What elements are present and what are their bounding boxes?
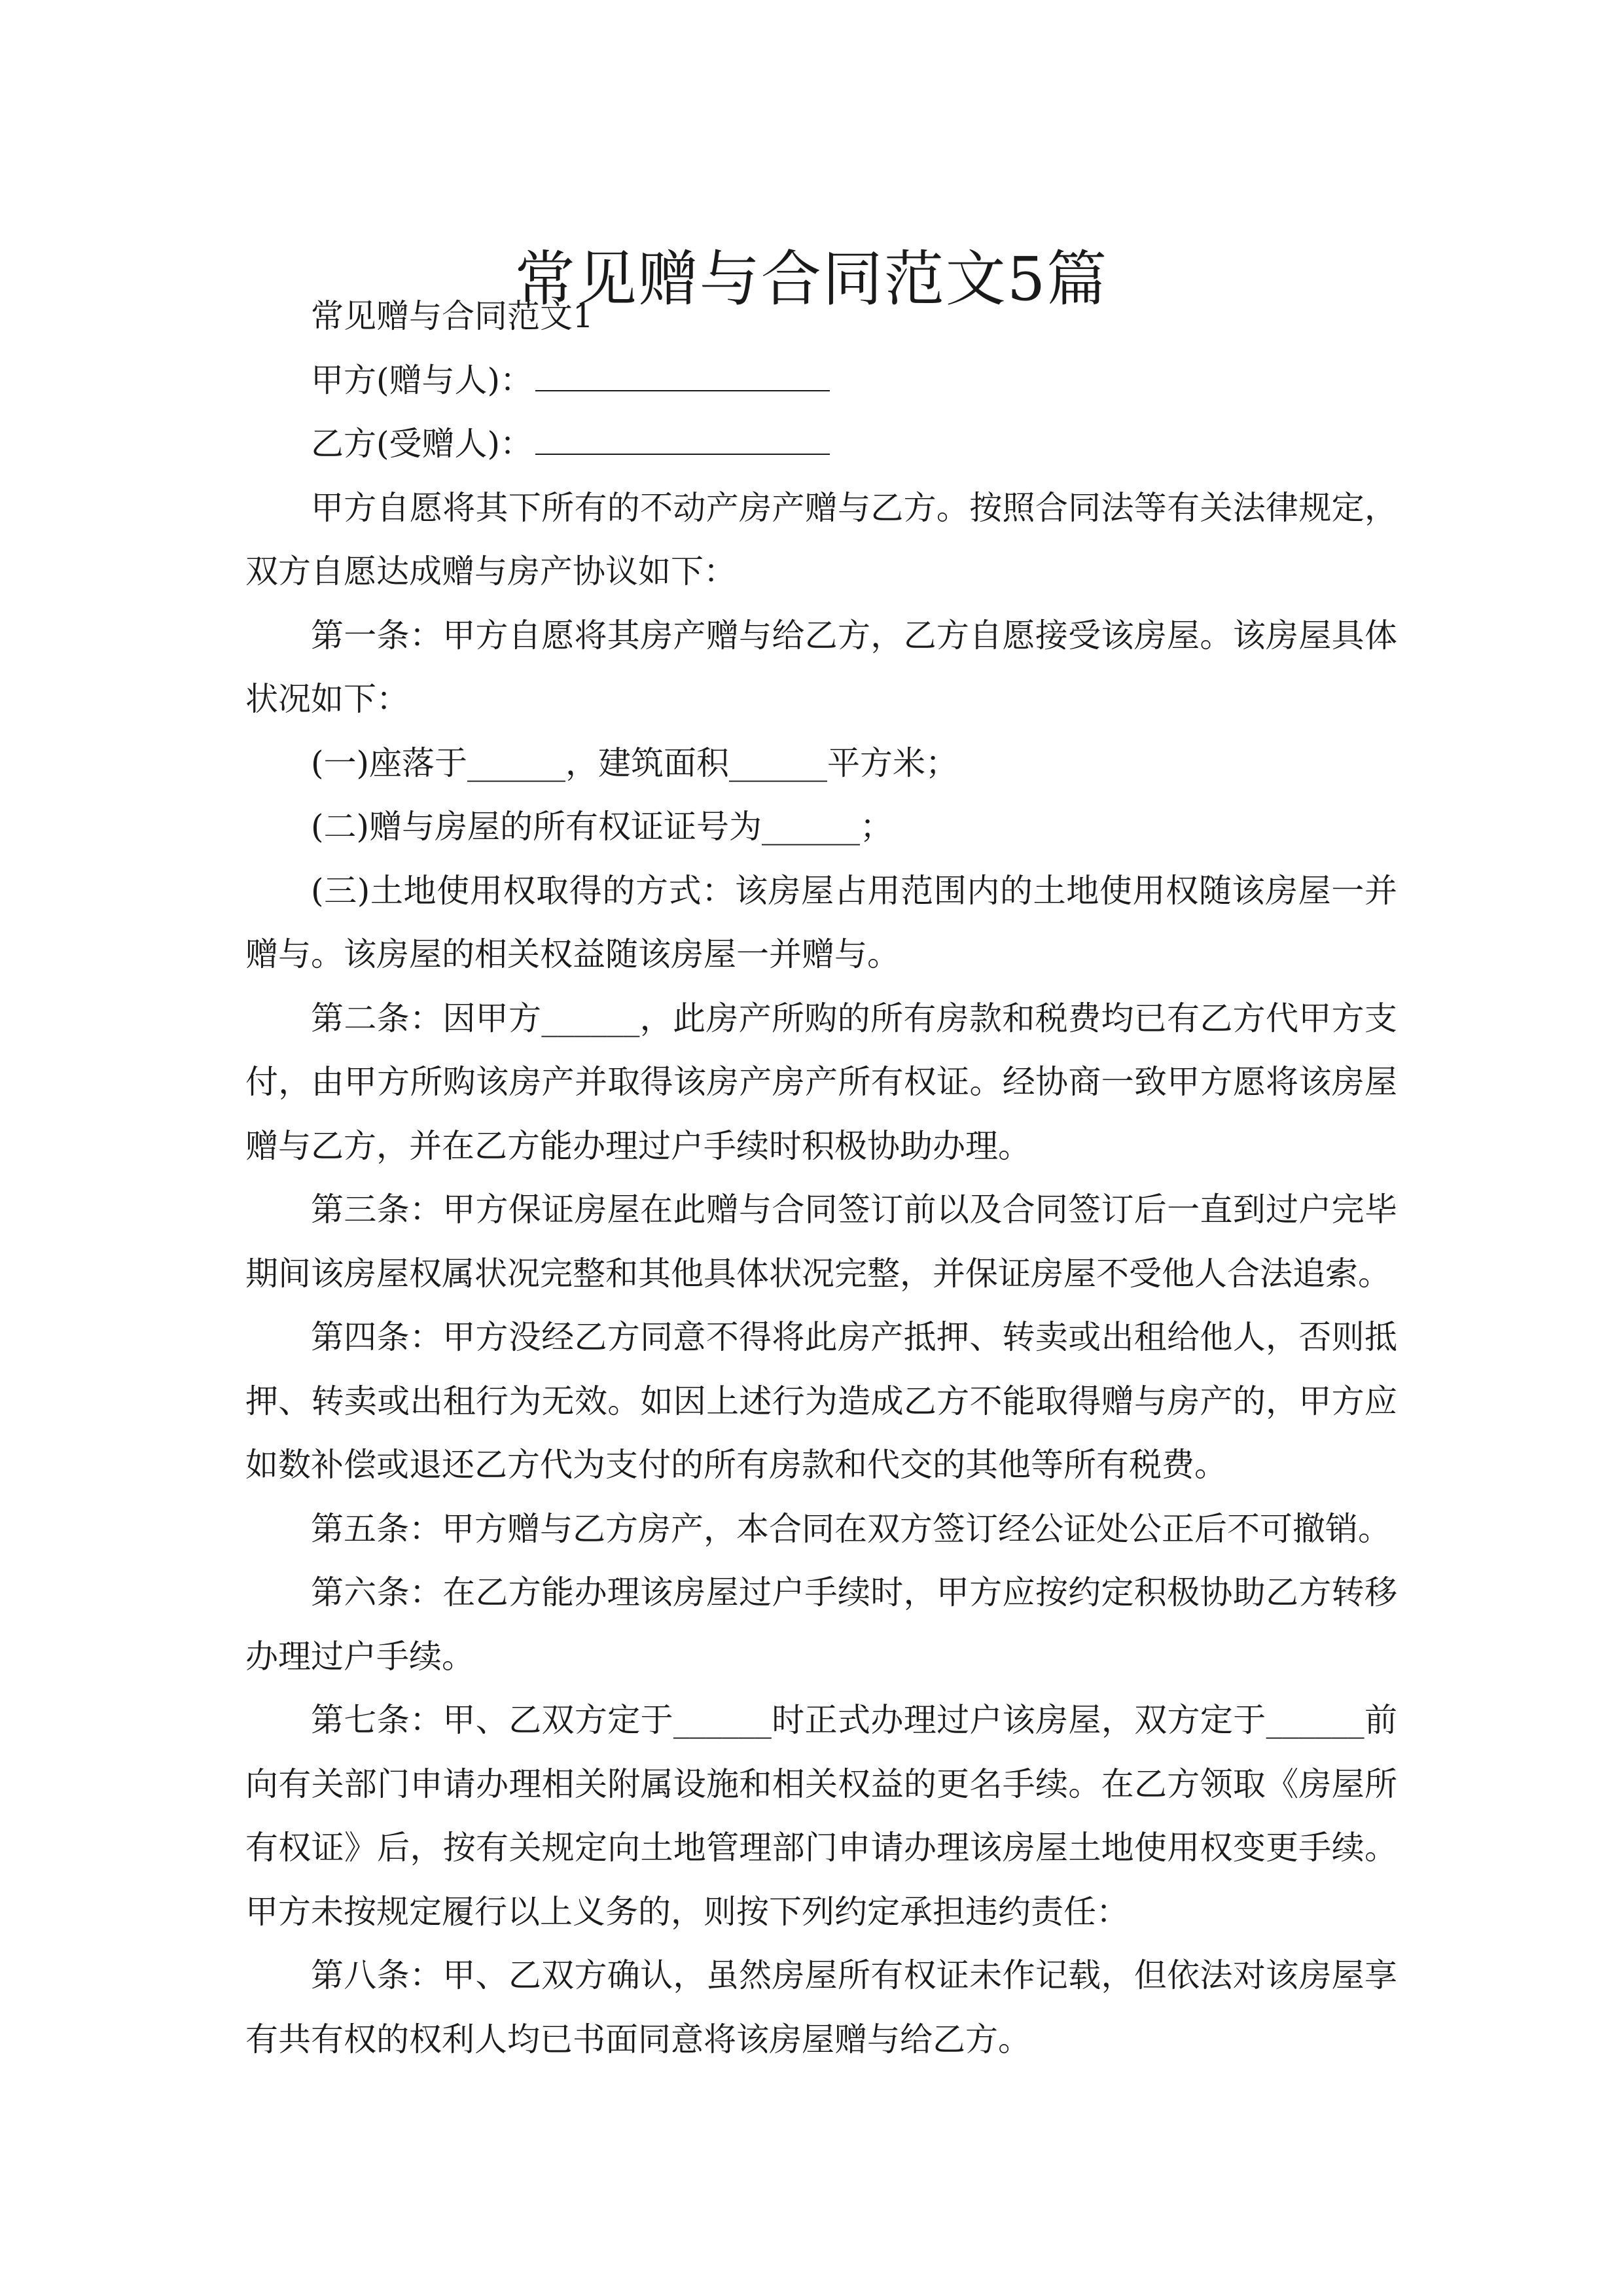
article-3-paragraph: 第三条：甲方保证房屋在此赠与合同签订前以及合同签订后一直到过户完毕期间该房屋权属状况完整和其他具体状况完整，并保证房屋不受他人合法追索。 xyxy=(245,1191,1397,1293)
party-b-blank xyxy=(535,421,830,455)
article-6-paragraph: 第六条：在乙方能办理该房屋过户手续时，甲方应按约定积极协助乙方转移办理过户手续。 xyxy=(245,1573,1397,1676)
document-body xyxy=(245,285,1397,2072)
document-title: 常见赠与合同范文5篇 xyxy=(514,243,1109,314)
article-2-paragraph: 第二条：因甲方______，此房产所购的所有房款和税费均已有乙方代甲方支付，由甲方所购该房产并取得该房产房产所有权证。经协商一致甲方愿将该房屋赠与乙方，并在乙方能办理过户手续时积极协助办理。 xyxy=(245,999,1397,1165)
article-1-item-2: (二)赠与房屋的所有权证证号为______； xyxy=(311,808,893,846)
party-a-blank xyxy=(535,357,830,391)
document-subtitle: 常见赠与合同范文1 xyxy=(311,297,594,335)
article-7-paragraph: 第七条：甲、乙双方定于______时正式办理过户该房屋，双方定于______前向有关部门申请办理相关附属设施和相关权益的更名手续。在乙方领取《房屋所有权证》后，按有关规定向土地管理部门申请办理该房屋土地使用权变更手续。甲方未按规定履行以上义务的，则按下列约定承担违约责任： xyxy=(245,1701,1397,1931)
party-b-line xyxy=(245,412,1397,476)
party-a-label: 甲方(赠与人)： xyxy=(311,361,533,399)
article-1-paragraph: 第一条：甲方自愿将其房产赠与给乙方，乙方自愿接受该房屋。该房屋具体状况如下： xyxy=(245,616,1397,718)
party-a-line xyxy=(245,349,1397,413)
article-4-paragraph: 第四条：甲方没经乙方同意不得将此房产抵押、转卖或出租给他人，否则抵押、转卖或出租行为无效。如因上述行为造成乙方不能取得赠与房产的，甲方应如数补偿或退还乙方代为支付的所有房款和代交的其他等所有税费。 xyxy=(245,1318,1397,1484)
intro-paragraph: 甲方自愿将其下所有的不动产房产赠与乙方。按照合同法等有关法律规定，双方自愿达成赠与房产协议如下： xyxy=(245,488,1397,590)
article-5-paragraph: 第五条：甲方赠与乙方房产，本合同在双方签订经公证处公正后不可撤销。 xyxy=(311,1509,1391,1548)
article-1-item-1: (一)座落于______，建筑面积______平方米； xyxy=(311,744,959,782)
article-1-item-3: (三)土地使用权取得的方式：该房屋占用范围内的土地使用权随该房屋一并赠与。该房屋的相关权益随该房屋一并赠与。 xyxy=(245,871,1397,973)
article-8-paragraph: 第八条：甲、乙双方确认，虽然房屋所有权证未作记载，但依法对该房屋享有共有权的权利人均已书面同意将该房屋赠与给乙方。 xyxy=(245,1956,1397,2058)
party-b-label: 乙方(受赠人)： xyxy=(311,425,533,463)
